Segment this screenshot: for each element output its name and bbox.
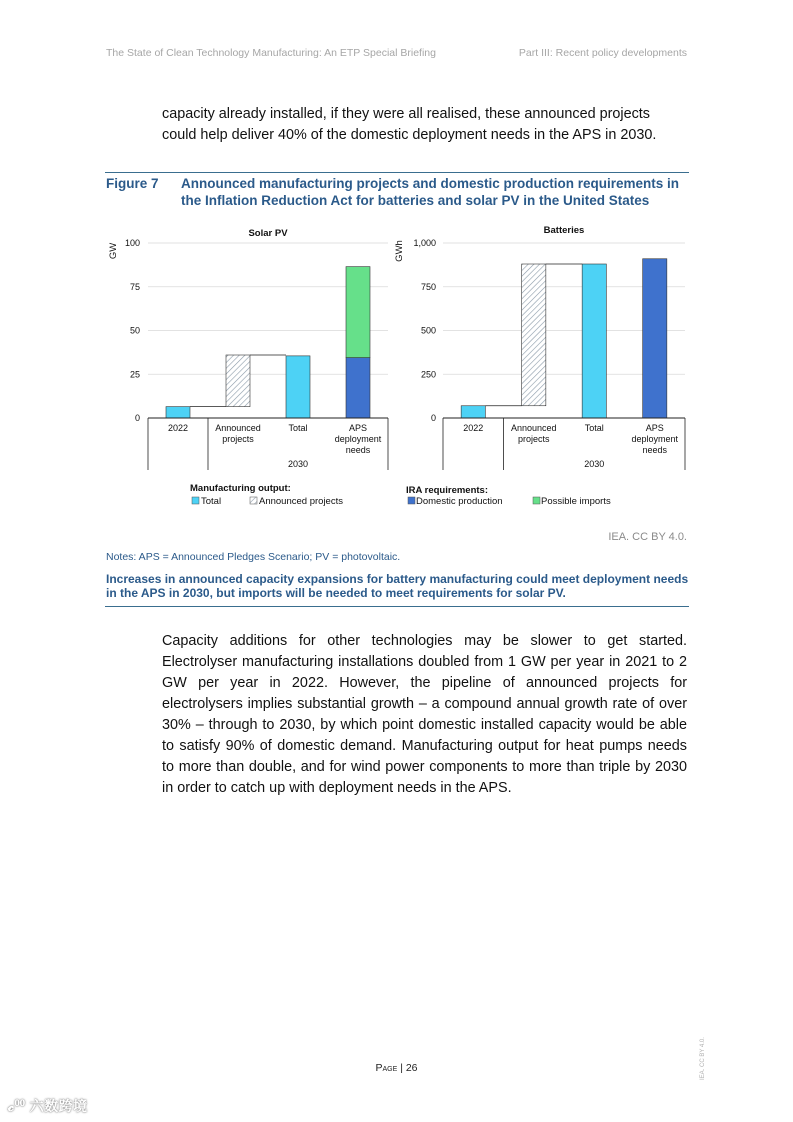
legend-total-label: Total [201, 496, 222, 507]
watermark-logo-icon: 𝓬⁰⁰ [8, 1098, 30, 1114]
x-tick-label: Total [584, 423, 604, 433]
y-tick-label: 100 [124, 238, 140, 248]
page-separator: | [400, 1062, 403, 1074]
bar-2030-total [582, 264, 606, 418]
bar-announced-projects [522, 264, 546, 406]
header-report-title: The State of Clean Technology Manufacturing: An ETP Special Briefing [106, 47, 436, 59]
watermark [8, 1096, 88, 1116]
legend-ira-heading: IRA requirements: [406, 485, 488, 496]
y-tick-label: 250 [420, 369, 436, 380]
bar-2022-total [461, 406, 485, 418]
bar-announced-projects [226, 355, 250, 407]
x-tick-label: 2022 [167, 423, 189, 433]
y-tick-label: 0 [134, 413, 140, 423]
y-tick-label: 1,000 [413, 238, 436, 248]
legend-announced-swatch [250, 497, 257, 504]
header-section-title: Part III: Recent policy developments [518, 47, 687, 59]
bar-aps-domestic [346, 358, 370, 418]
batteries-chart [394, 225, 685, 470]
y-tick-label: 50 [129, 325, 140, 336]
figure-charts [0, 0, 793, 560]
x-tick-label: 2022 [463, 423, 484, 433]
legend-imports-swatch [533, 497, 540, 504]
x-tick-label: APS deployment needs [334, 423, 382, 455]
y-tick-label: 75 [129, 281, 140, 292]
y-axis-label: GW [108, 242, 119, 260]
legend-announced-label: Announced projects [259, 496, 343, 507]
intro-paragraph: capacity already installed, if they were all realised, these announced projects could help deliver 40% of the domestic deployment needs in the APS in 2030. [162, 106, 657, 143]
page-word: Page [375, 1062, 398, 1074]
figure-notes: Notes: APS = Announced Pledges Scenario; PV = photovoltaic. [106, 551, 401, 563]
legend-output-heading: Manufacturing output: [190, 483, 291, 494]
figure-title: Announced manufacturing projects and domestic production requirements in the Inflation Reduction Act for batteries and solar PV in the United States [181, 176, 680, 208]
chart-title: Solar PV [248, 228, 288, 239]
y-axis-label: GWh [394, 240, 405, 262]
bar-aps-domestic [643, 259, 667, 418]
bar-2022-total [166, 407, 190, 418]
solar-pv-chart [108, 228, 388, 470]
legend-domestic-swatch [408, 497, 415, 504]
y-tick-label: 0 [430, 413, 436, 423]
watermark-text: 六数跨境 [29, 1098, 88, 1114]
y-tick-label: 750 [420, 281, 436, 292]
x-tick-label: Announced projects [215, 423, 261, 444]
legend-imports-label: Possible imports [541, 496, 611, 507]
x-group-label: 2030 [584, 459, 605, 469]
x-tick-label: Announced projects [510, 423, 557, 444]
y-tick-label: 25 [129, 369, 140, 380]
figure-credit: IEA. CC BY 4.0. [608, 531, 687, 543]
page-number [0, 1062, 793, 1074]
x-tick-label: Total [288, 423, 308, 433]
figure-label: Figure 7 [106, 176, 159, 191]
bar-2030-total [286, 356, 310, 418]
y-tick-label: 500 [420, 325, 436, 336]
page-number-value: 26 [405, 1062, 418, 1074]
figure-key-message: Increases in announced capacity expansions for battery manufacturing could meet deployment needs in the APS in 2030, but imports will be needed to meet requirements for solar PV. [106, 572, 689, 600]
legend-total-swatch [192, 497, 199, 504]
legend-domestic-label: Domestic production [416, 496, 503, 507]
side-license-mark: IEA. CC BY 4.0. [700, 1037, 706, 1080]
x-group-label: 2030 [287, 459, 309, 469]
bar-aps-imports [346, 267, 370, 358]
figure-bottom-rule [105, 606, 689, 607]
chart-title: Batteries [543, 225, 585, 236]
x-tick-label: APS deployment needs [631, 423, 679, 455]
legend [190, 483, 611, 507]
body-paragraph: Capacity additions for other technologies may be slower to get started. Electrolyser manufacturing installations doubled from 1 GW per year in 2021 to 2 GW per year in 2022. However, the pipeline of announced projects for electrolysers implies substantial growth – a compound annual growth rate of over 30% – through to 2030, by which point domestic installed capacity would be able to satisfy 90% of domestic demand. Manufacturing output for heat pumps needs to more than double, and for wind power components to more than triple by 2030 in order to catch up with deployment needs in the APS. [162, 633, 687, 796]
